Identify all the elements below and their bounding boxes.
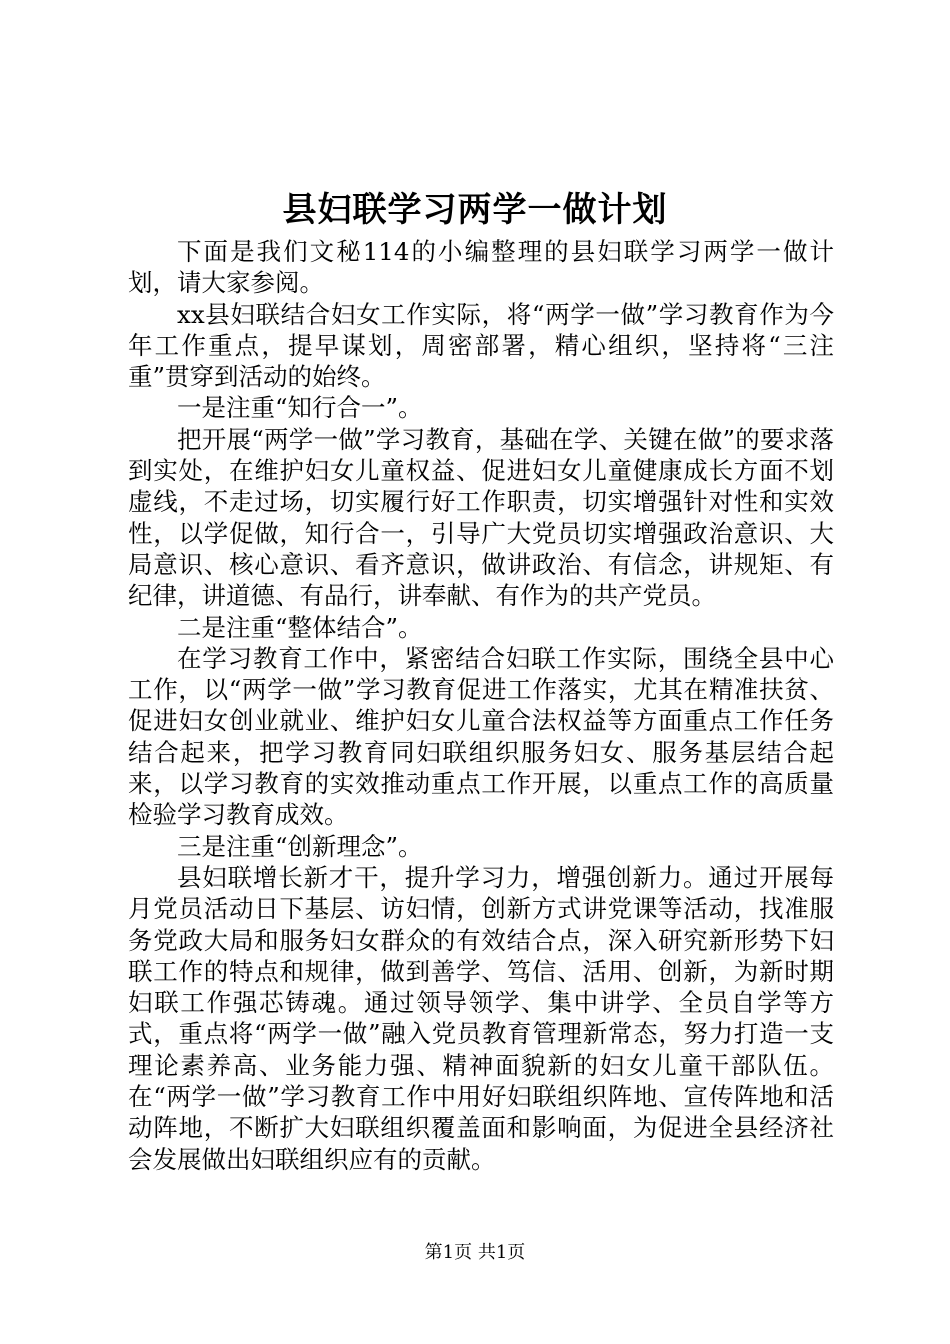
paragraph-point-two: 在学习教育工作中，紧密结合妇联工作实际，围绕全县中心工作，以“两学一做”学习教育促进工作落实，尤其在精准扶贫、促进妇女创业就业、维护妇女儿童合法权益等方面重点工作任务结合起来，把学习教育同妇联组织服务妇女、服务基层结合起来，以学习教育的实效推动重点工作开展，以重点工作的高质量检验学习教育成效。 [128,643,834,830]
paragraph-point-one: 把开展“两学一做”学习教育，基础在学、关键在做”的要求落到实处，在维护妇女儿童权益、促进妇女儿童健康成长方面不划虚线，不走过场，切实履行好工作职责，切实增强针对性和实效性，以学促做，知行合一，引导广大党员切实增强政治意识、大局意识、核心意识、看齐意识，做讲政治、有信念，讲规矩、有纪律，讲道德、有品行，讲奉献、有作为的共产党员。 [128,424,834,611]
paragraph-overview: xx县妇联结合妇女工作实际，将“两学一做”学习教育作为今年工作重点，提早谋划，周密部署，精心组织，坚持将“三注重”贯穿到活动的始终。 [128,299,834,392]
heading-point-three: 三是注重“创新理念”。 [177,831,423,861]
paragraph-intro: 下面是我们文秘114的小编整理的县妇联学习两学一做计划，请大家参阅。 [128,237,834,298]
document-body [128,236,834,1175]
page-number-footer: 第1页 共1页 [424,1242,526,1263]
heading-point-one: 一是注重“知行合一”。 [177,393,423,423]
heading-point-two: 二是注重“整体结合”。 [177,612,423,642]
document-title: 县妇联学习两学一做计划 [282,190,668,230]
paragraph-point-three: 县妇联增长新才干，提升学习力，增强创新力。通过开展每月党员活动日下基层、访妇情，创新方式讲党课等活动，找准服务党政大局和服务妇女群众的有效结合点，深入研究新形势下妇联工作的特点和规律，做到善学、笃信、活用、创新，为新时期妇联工作强芯铸魂。通过领导领学、集中讲学、全员自学等方式，重点将“两学一做”融入党员教育管理新常态，努力打造一支理论素养高、业务能力强、精神面貌新的妇女儿童干部队伍。在“两学一做”学习教育工作中用好妇联组织阵地、宣传阵地和活动阵地，不断扩大妇联组织覆盖面和影响面，为促进全县经济社会发展做出妇联组织应有的贡献。 [128,862,834,1174]
